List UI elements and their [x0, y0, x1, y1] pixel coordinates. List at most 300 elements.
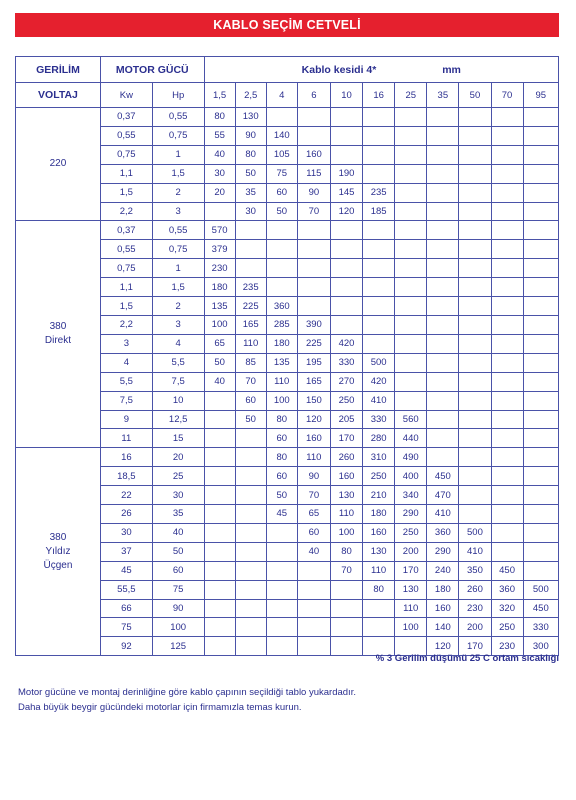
- length-cell: 20: [204, 183, 235, 202]
- length-cell: 80: [235, 145, 266, 164]
- length-cell: [491, 315, 523, 334]
- kw-cell: 18,5: [100, 467, 152, 486]
- length-cell: [204, 202, 235, 221]
- length-cell: [523, 523, 558, 542]
- length-cell: 110: [235, 334, 266, 353]
- hp-cell: 3: [152, 202, 204, 221]
- kw-cell: 26: [100, 505, 152, 524]
- length-cell: 140: [266, 126, 297, 145]
- length-cell: 50: [204, 353, 235, 372]
- kw-cell: 11: [100, 429, 152, 448]
- table-header: [16, 57, 559, 108]
- footer-line: Motor gücüne ve montaj derinliğine göre kablo çapının seçildiği tablo yukardadır.: [18, 687, 356, 698]
- voltage-label-line: 380: [49, 321, 67, 333]
- length-cell: [297, 126, 330, 145]
- length-cell: 235: [363, 183, 395, 202]
- length-cell: [427, 410, 459, 429]
- length-cell: 90: [235, 126, 266, 145]
- length-cell: [523, 126, 558, 145]
- hp-cell: 10: [152, 391, 204, 410]
- length-cell: [459, 240, 491, 259]
- length-cell: 360: [427, 523, 459, 542]
- length-cell: [459, 164, 491, 183]
- length-cell: [491, 448, 523, 467]
- length-cell: 165: [235, 315, 266, 334]
- length-cell: [204, 542, 235, 561]
- voltage-group-label: [16, 448, 101, 656]
- length-cell: 65: [204, 334, 235, 353]
- table-title: KABLO SEÇİM CETVELİ: [15, 13, 559, 37]
- hp-cell: 4: [152, 334, 204, 353]
- length-cell: [459, 126, 491, 145]
- length-cell: [330, 580, 362, 599]
- voltage-group-label: [16, 221, 101, 448]
- length-cell: [235, 259, 266, 278]
- length-cell: 40: [204, 145, 235, 164]
- length-cell: 290: [427, 542, 459, 561]
- length-cell: [491, 410, 523, 429]
- kw-cell: 1,1: [100, 164, 152, 183]
- hp-cell: 25: [152, 467, 204, 486]
- hp-cell: 5,5: [152, 353, 204, 372]
- voltage-group-label: [16, 108, 101, 221]
- length-cell: [266, 561, 297, 580]
- length-cell: [459, 486, 491, 505]
- kw-cell: 92: [100, 637, 152, 656]
- voltage-drop-note: % 3 Gerilim düşümü 25 C ortam sıcaklığı: [375, 653, 559, 664]
- hp-cell: 35: [152, 505, 204, 524]
- length-cell: [204, 523, 235, 542]
- length-cell: 250: [330, 391, 362, 410]
- length-cell: 260: [330, 448, 362, 467]
- length-cell: 80: [363, 580, 395, 599]
- length-cell: 285: [266, 315, 297, 334]
- length-cell: 235: [235, 278, 266, 297]
- length-cell: [427, 202, 459, 221]
- length-cell: [363, 599, 395, 618]
- length-cell: [427, 278, 459, 297]
- length-cell: [235, 580, 266, 599]
- length-cell: 65: [297, 505, 330, 524]
- length-cell: [427, 183, 459, 202]
- length-cell: [523, 221, 558, 240]
- length-cell: 450: [523, 599, 558, 618]
- length-cell: [459, 278, 491, 297]
- length-cell: [330, 618, 362, 637]
- kw-cell: 5,5: [100, 372, 152, 391]
- hp-cell: 0,75: [152, 240, 204, 259]
- hp-cell: 125: [152, 637, 204, 656]
- length-cell: [266, 240, 297, 259]
- length-cell: 130: [363, 542, 395, 561]
- length-cell: [204, 429, 235, 448]
- length-cell: [363, 618, 395, 637]
- length-cell: 90: [297, 467, 330, 486]
- kw-cell: 55,5: [100, 580, 152, 599]
- length-cell: 330: [523, 618, 558, 637]
- header-section: 50: [459, 83, 491, 108]
- length-cell: 135: [204, 297, 235, 316]
- length-cell: [204, 391, 235, 410]
- length-cell: [266, 542, 297, 561]
- length-cell: 300: [523, 637, 558, 656]
- length-cell: [523, 486, 558, 505]
- length-cell: [235, 486, 266, 505]
- length-cell: 320: [491, 599, 523, 618]
- length-cell: 100: [204, 315, 235, 334]
- length-cell: 60: [266, 429, 297, 448]
- hp-cell: 1,5: [152, 278, 204, 297]
- length-cell: [523, 353, 558, 372]
- length-cell: [266, 618, 297, 637]
- length-cell: [523, 391, 558, 410]
- length-cell: 120: [427, 637, 459, 656]
- length-cell: 310: [363, 448, 395, 467]
- length-cell: [297, 618, 330, 637]
- length-cell: [459, 448, 491, 467]
- length-cell: [297, 580, 330, 599]
- length-cell: [235, 542, 266, 561]
- length-cell: [523, 429, 558, 448]
- length-cell: [363, 297, 395, 316]
- length-cell: [491, 429, 523, 448]
- hp-cell: 90: [152, 599, 204, 618]
- length-cell: 150: [297, 391, 330, 410]
- length-cell: [395, 183, 427, 202]
- header-gerilim: GERİLİM: [16, 57, 101, 83]
- length-cell: [523, 372, 558, 391]
- length-cell: 130: [235, 108, 266, 127]
- length-cell: 225: [297, 334, 330, 353]
- length-cell: [523, 202, 558, 221]
- length-cell: 60: [235, 391, 266, 410]
- length-cell: [491, 221, 523, 240]
- length-cell: [523, 240, 558, 259]
- length-cell: [235, 599, 266, 618]
- length-cell: 195: [297, 353, 330, 372]
- length-cell: 50: [266, 202, 297, 221]
- length-cell: [297, 561, 330, 580]
- hp-cell: 50: [152, 542, 204, 561]
- length-cell: 140: [427, 618, 459, 637]
- length-cell: [395, 202, 427, 221]
- length-cell: 90: [297, 183, 330, 202]
- length-cell: [363, 315, 395, 334]
- kw-cell: 0,55: [100, 126, 152, 145]
- voltage-label-line: 380: [49, 531, 67, 543]
- length-cell: 110: [395, 599, 427, 618]
- kw-cell: 0,37: [100, 108, 152, 127]
- length-cell: 80: [266, 410, 297, 429]
- header-section: 6: [297, 83, 330, 108]
- length-cell: [459, 145, 491, 164]
- length-cell: [330, 126, 362, 145]
- length-cell: [459, 259, 491, 278]
- kw-cell: 16: [100, 448, 152, 467]
- length-cell: [395, 372, 427, 391]
- length-cell: 85: [235, 353, 266, 372]
- length-cell: [395, 334, 427, 353]
- length-cell: [330, 637, 362, 656]
- length-cell: 180: [363, 505, 395, 524]
- kw-cell: 0,37: [100, 221, 152, 240]
- length-cell: [427, 126, 459, 145]
- length-cell: [204, 599, 235, 618]
- length-cell: [363, 334, 395, 353]
- table-row: [16, 108, 559, 127]
- length-cell: [427, 164, 459, 183]
- length-cell: 115: [297, 164, 330, 183]
- length-cell: [297, 297, 330, 316]
- length-cell: [330, 599, 362, 618]
- length-cell: 570: [204, 221, 235, 240]
- length-cell: [363, 278, 395, 297]
- kw-cell: 9: [100, 410, 152, 429]
- header-kablo-kesidi-label: Kablo kesidi 4*: [301, 63, 377, 76]
- length-cell: 230: [491, 637, 523, 656]
- length-cell: 110: [297, 448, 330, 467]
- length-cell: 100: [330, 523, 362, 542]
- length-cell: 50: [235, 164, 266, 183]
- length-cell: 70: [330, 561, 362, 580]
- length-cell: [427, 221, 459, 240]
- length-cell: [330, 108, 362, 127]
- voltage-label-line: Direkt: [44, 335, 72, 347]
- length-cell: 30: [204, 164, 235, 183]
- length-cell: 60: [297, 523, 330, 542]
- length-cell: 165: [297, 372, 330, 391]
- length-cell: [523, 108, 558, 127]
- length-cell: [363, 145, 395, 164]
- length-cell: [395, 108, 427, 127]
- hp-cell: 20: [152, 448, 204, 467]
- kw-cell: 0,75: [100, 259, 152, 278]
- length-cell: [491, 240, 523, 259]
- kw-cell: 2,2: [100, 202, 152, 221]
- length-cell: [523, 315, 558, 334]
- length-cell: [491, 278, 523, 297]
- length-cell: [363, 126, 395, 145]
- header-section: 10: [330, 83, 362, 108]
- length-cell: 50: [266, 486, 297, 505]
- length-cell: 185: [363, 202, 395, 221]
- length-cell: 440: [395, 429, 427, 448]
- length-cell: [395, 259, 427, 278]
- length-cell: 490: [395, 448, 427, 467]
- length-cell: 30: [235, 202, 266, 221]
- length-cell: [427, 353, 459, 372]
- length-cell: 160: [330, 467, 362, 486]
- length-cell: [266, 523, 297, 542]
- length-cell: [266, 259, 297, 278]
- length-cell: [523, 410, 558, 429]
- length-cell: [491, 467, 523, 486]
- length-cell: [235, 523, 266, 542]
- length-cell: 170: [395, 561, 427, 580]
- length-cell: [427, 391, 459, 410]
- length-cell: [491, 108, 523, 127]
- length-cell: [459, 467, 491, 486]
- length-cell: [427, 334, 459, 353]
- kw-cell: 0,55: [100, 240, 152, 259]
- length-cell: [491, 126, 523, 145]
- hp-cell: 0,55: [152, 108, 204, 127]
- length-cell: 160: [427, 599, 459, 618]
- length-cell: [459, 505, 491, 524]
- kw-cell: 45: [100, 561, 152, 580]
- header-section: 35: [427, 83, 459, 108]
- kw-cell: 3: [100, 334, 152, 353]
- length-cell: 200: [459, 618, 491, 637]
- length-cell: [204, 637, 235, 656]
- header-section: 2,5: [235, 83, 266, 108]
- length-cell: [330, 240, 362, 259]
- length-cell: [363, 240, 395, 259]
- length-cell: [427, 297, 459, 316]
- length-cell: 210: [363, 486, 395, 505]
- voltage-label-line: 220: [49, 158, 67, 170]
- length-cell: [459, 410, 491, 429]
- header-section: 4: [266, 83, 297, 108]
- kw-cell: 1,1: [100, 278, 152, 297]
- hp-cell: 2: [152, 183, 204, 202]
- length-cell: 40: [204, 372, 235, 391]
- length-cell: [523, 183, 558, 202]
- length-cell: [204, 580, 235, 599]
- length-cell: [330, 145, 362, 164]
- length-cell: 290: [395, 505, 427, 524]
- length-cell: [363, 108, 395, 127]
- length-cell: 70: [297, 486, 330, 505]
- length-cell: 60: [266, 183, 297, 202]
- length-cell: [491, 391, 523, 410]
- length-cell: [427, 448, 459, 467]
- length-cell: [297, 278, 330, 297]
- length-cell: [459, 391, 491, 410]
- hp-cell: 12,5: [152, 410, 204, 429]
- length-cell: [330, 259, 362, 278]
- length-cell: 560: [395, 410, 427, 429]
- header-section: 95: [523, 83, 558, 108]
- length-cell: [395, 240, 427, 259]
- header-section: 1,5: [204, 83, 235, 108]
- length-cell: [204, 448, 235, 467]
- length-cell: [235, 467, 266, 486]
- length-cell: 330: [363, 410, 395, 429]
- length-cell: 160: [297, 145, 330, 164]
- hp-cell: 1,5: [152, 164, 204, 183]
- length-cell: [330, 278, 362, 297]
- hp-cell: 30: [152, 486, 204, 505]
- header-section: 16: [363, 83, 395, 108]
- length-cell: [427, 145, 459, 164]
- length-cell: 250: [363, 467, 395, 486]
- hp-cell: 1: [152, 259, 204, 278]
- length-cell: [523, 505, 558, 524]
- cable-selection-table: [15, 56, 559, 656]
- length-cell: 180: [266, 334, 297, 353]
- length-cell: [523, 278, 558, 297]
- hp-cell: 60: [152, 561, 204, 580]
- kw-cell: 75: [100, 618, 152, 637]
- length-cell: [395, 315, 427, 334]
- length-cell: [235, 448, 266, 467]
- length-cell: 110: [330, 505, 362, 524]
- hp-cell: 40: [152, 523, 204, 542]
- length-cell: [395, 278, 427, 297]
- header-voltaj: VOLTAJ: [16, 83, 101, 108]
- length-cell: [395, 391, 427, 410]
- length-cell: [266, 580, 297, 599]
- length-cell: [395, 297, 427, 316]
- hp-cell: 7,5: [152, 372, 204, 391]
- length-cell: 110: [266, 372, 297, 391]
- length-cell: [427, 240, 459, 259]
- length-cell: 70: [297, 202, 330, 221]
- length-cell: 170: [330, 429, 362, 448]
- length-cell: [297, 599, 330, 618]
- length-cell: 100: [395, 618, 427, 637]
- length-cell: 105: [266, 145, 297, 164]
- length-cell: 400: [395, 467, 427, 486]
- length-cell: [266, 108, 297, 127]
- length-cell: [330, 221, 362, 240]
- header-mm-unit: mm: [442, 63, 461, 76]
- length-cell: [204, 410, 235, 429]
- length-cell: [330, 297, 362, 316]
- length-cell: 170: [459, 637, 491, 656]
- length-cell: 190: [330, 164, 362, 183]
- length-cell: [427, 429, 459, 448]
- length-cell: 360: [491, 580, 523, 599]
- length-cell: [491, 372, 523, 391]
- kw-cell: 4: [100, 353, 152, 372]
- length-cell: [297, 259, 330, 278]
- length-cell: 270: [330, 372, 362, 391]
- length-cell: [523, 164, 558, 183]
- length-cell: [491, 505, 523, 524]
- length-cell: 50: [235, 410, 266, 429]
- length-cell: [427, 259, 459, 278]
- length-cell: 160: [363, 523, 395, 542]
- length-cell: [523, 334, 558, 353]
- kw-cell: 7,5: [100, 391, 152, 410]
- length-cell: [491, 259, 523, 278]
- length-cell: 130: [395, 580, 427, 599]
- length-cell: 110: [363, 561, 395, 580]
- length-cell: [266, 599, 297, 618]
- length-cell: [395, 164, 427, 183]
- length-cell: [523, 297, 558, 316]
- length-cell: [523, 145, 558, 164]
- header-section: 25: [395, 83, 427, 108]
- length-cell: 160: [297, 429, 330, 448]
- header-section: 70: [491, 83, 523, 108]
- kw-cell: 37: [100, 542, 152, 561]
- length-cell: 420: [330, 334, 362, 353]
- length-cell: [459, 334, 491, 353]
- length-cell: [491, 486, 523, 505]
- length-cell: [427, 108, 459, 127]
- length-cell: [204, 486, 235, 505]
- length-cell: [523, 542, 558, 561]
- length-cell: 225: [235, 297, 266, 316]
- kw-cell: 2,2: [100, 315, 152, 334]
- length-cell: [395, 221, 427, 240]
- length-cell: [491, 202, 523, 221]
- length-cell: 410: [363, 391, 395, 410]
- length-cell: 410: [427, 505, 459, 524]
